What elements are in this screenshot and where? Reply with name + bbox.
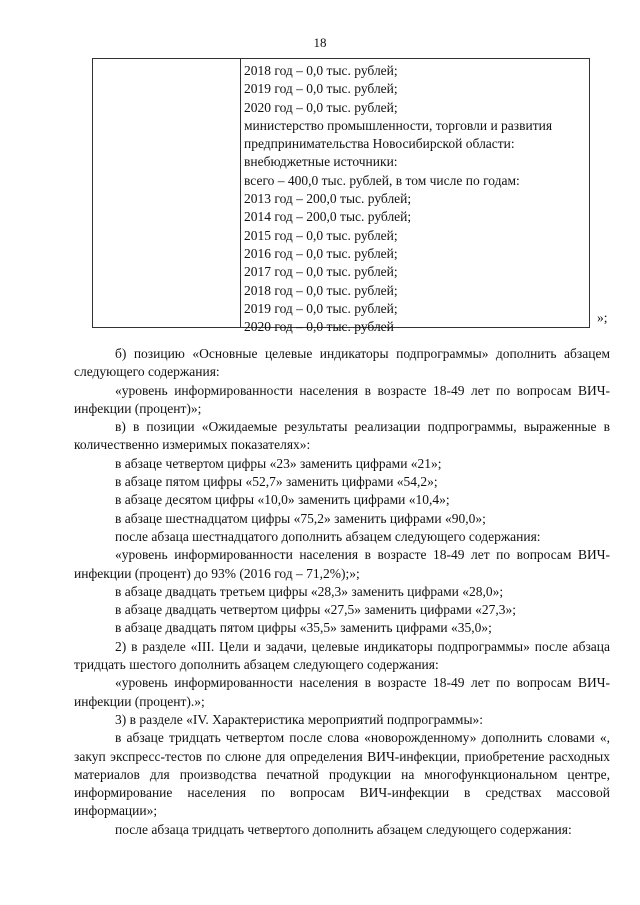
table-line: 2020 год – 0,0 тыс. рублей [244, 319, 394, 335]
paragraph: в абзаце тридцать четвертом после слова «новорожденному» дополнить словами «, закуп экспресс-тестов по слюне для определения ВИЧ-инфекции, приобретение расходных материалов для производства печатной продукции на многофункциональном центре, информирование населения по вопросам ВИЧ-инфекции в средствах массовой информации»; [74, 730, 610, 819]
funding-cell [244, 62, 589, 336]
paragraph: после абзаца тридцать четвертого дополнить абзацем следующего содержания: [115, 821, 572, 837]
paragraph: в абзаце двадцать третьем цифры «28,3» заменить цифрами «28,0»; [115, 583, 504, 599]
paragraph: б) позицию «Основные целевые индикаторы подпрограммы» дополнить абзацем следующего содержания: [74, 346, 610, 380]
paragraph: «уровень информированности населения в возрасте 18-49 лет по вопросам ВИЧ-инфекции (процент)»; [74, 382, 610, 416]
table-line: 2015 год – 0,0 тыс. рублей; [244, 227, 398, 243]
paragraph: в абзаце двадцать пятом цифры «35,5» заменить цифрами «35,0»; [115, 620, 492, 636]
table-closing-mark: »; [597, 310, 608, 325]
table-line: внебюджетные источники: [244, 154, 398, 170]
table-line: всего – 400,0 тыс. рублей, в том числе по годам: [244, 172, 520, 188]
table-line: 2018 год – 0,0 тыс. рублей; [244, 282, 398, 298]
paragraph: в абзаце шестнадцатом цифры «75,2» заменить цифрами «90,0»; [115, 510, 486, 526]
table-line: министерство промышленности, торговли и развития предпринимательства Новосибирской области: [244, 117, 553, 152]
paragraph: в абзаце пятом цифры «52,7» заменить цифрами «54,2»; [115, 474, 438, 490]
paragraph: 3) в разделе «IV. Характеристика мероприятий подпрограммы»: [115, 711, 484, 727]
paragraph: «уровень информированности населения в возрасте 18-49 лет по вопросам ВИЧ-инфекции (процент) до 93% (2016 год – 71,2%);»; [74, 547, 610, 581]
table-line: 2013 год – 200,0 тыс. рублей; [244, 191, 412, 207]
paragraph: 2) в разделе «III. Цели и задачи, целевые индикаторы подпрограммы» после абзаца тридцать шестого дополнить абзацем следующего содержания: [74, 638, 610, 673]
table-line: 2019 год – 0,0 тыс. рублей; [244, 81, 398, 97]
table-line: 2017 год – 0,0 тыс. рублей; [244, 264, 398, 280]
page-number: 18 [313, 35, 327, 50]
paragraph: в абзаце четвертом цифры «23» заменить цифрами «21»; [115, 455, 442, 471]
table-line: 2018 год – 0,0 тыс. рублей; [244, 63, 398, 78]
paragraph: после абзаца шестнадцатого дополнить абзацем следующего содержания: [115, 528, 541, 544]
table-line: 2020 год – 0,0 тыс. рублей; [244, 99, 398, 115]
funding-table [92, 58, 590, 335]
table-line: 2019 год – 0,0 тыс. рублей; [244, 300, 398, 316]
table-line: 2014 год – 200,0 тыс. рублей; [244, 209, 412, 225]
table-column-divider [240, 59, 241, 327]
paragraph: в) в позиции «Ожидаемые результаты реализации подпрограммы, выраженные в количественно измеримых показателях»: [74, 419, 610, 453]
paragraph: в абзаце десятом цифры «10,0» заменить цифрами «10,4»; [115, 492, 450, 508]
document-body [74, 345, 610, 839]
table-line: 2016 год – 0,0 тыс. рублей; [244, 245, 398, 261]
paragraph: в абзаце двадцать четвертом цифры «27,5» заменить цифрами «27,3»; [115, 602, 517, 618]
paragraph: «уровень информированности населения в возрасте 18-49 лет по вопросам ВИЧ-инфекции (процент).»; [74, 675, 610, 709]
